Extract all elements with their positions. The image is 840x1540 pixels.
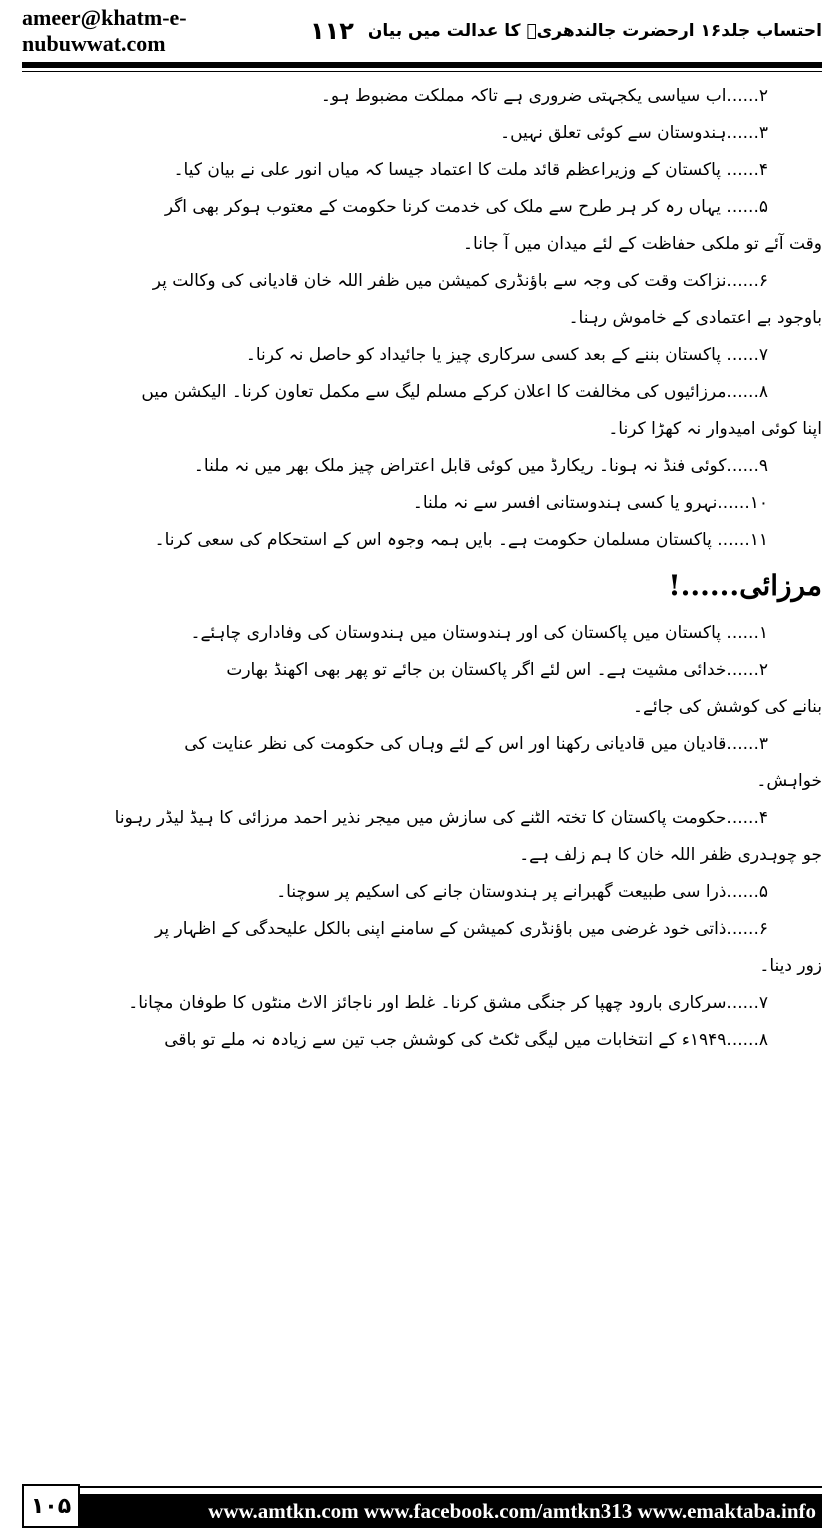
list-item-continuation: خواہش۔ <box>756 771 822 791</box>
header-title-group <box>310 17 822 45</box>
list-item-continuation: وقت آئے تو ملکی حفاظت کے لئے میدان میں آ جانا۔ <box>463 234 822 254</box>
list-item: ۳......ہندوستان سے کوئی تعلق نہیں۔ <box>500 123 768 143</box>
list-item: ۴......حکومت پاکستان کا تختہ الٹنے کی سازش میں میجر نذیر احمد مرزائی کا ہیڈ لیڈر رہونا <box>114 808 768 828</box>
list-item-continuation: بنانے کی کوشش کی جائے۔ <box>632 697 822 717</box>
list-item: ۳......قادیان میں قادیانی رکھنا اور اس کے لئے وہاں کی حکومت کی نظر عنایت کی <box>184 734 768 754</box>
footer-rule-thin <box>22 1486 822 1488</box>
list-item: ۶......نزاکت وقت کی وجہ سے باؤنڈری کمیشن میں ظفر اللہ خان قادیانی کی وکالت پر <box>152 271 768 291</box>
list-item: ۴...... پاکستان کے وزیراعظم قائد ملت کا اعتماد جیسا کہ میاں انور علی نے بیان کیا۔ <box>173 160 768 180</box>
footer-page-number: ۱۰۵ <box>22 1484 80 1528</box>
list-item: ۹......کوئی فنڈ نہ ہونا۔ ریکارڈ میں کوئی قابل اعتراض چیز ملک بھر میں نہ ملنا۔ <box>193 456 768 476</box>
list-item: ۱...... پاکستان میں پاکستان کی اور ہندوستان میں ہندوستان کی وفاداری چاہئے۔ <box>190 623 768 643</box>
header-rule-thin <box>22 71 822 72</box>
header-rule-thick <box>22 62 822 68</box>
list-item: ۲......خدائی مشیت ہے۔ اس لئے اگر پاکستان بن جائے تو پھر بھی اکھنڈ بھارت <box>226 660 768 680</box>
page-footer <box>22 1486 822 1530</box>
list-item-continuation: زور دینا۔ <box>759 956 822 976</box>
list-item: ۲......اب سیاسی یکجہتی ضروری ہے تاکہ مملکت مضبوط ہو۔ <box>320 86 768 106</box>
list-item: ۱۱...... پاکستان مسلمان حکومت ہے۔ بایں ہمہ وجوہ اس کے استحکام کی سعی کرنا۔ <box>154 530 768 550</box>
page-header <box>22 6 822 56</box>
footer-links[interactable]: www.amtkn.com www.facebook.com/amtkn313 www.emaktaba.info <box>208 1498 816 1523</box>
list-item: ۷......سرکاری بارود چھپا کر جنگی مشق کرنا۔ غلط اور ناجائز الاٹ منٹوں کا طوفان مچانا۔ <box>128 993 768 1013</box>
list-item: ۶......ذاتی خود غرضی میں باؤنڈری کمیشن کے سامنے اپنی بالکل علیحدگی کے اظہار پر <box>155 919 768 939</box>
list-item: ۷...... پاکستان بننے کے بعد کسی سرکاری چیز یا جائیداد کو حاصل نہ کرنا۔ <box>245 345 768 365</box>
list-item: ۵...... یہاں رہ کر ہر طرح سے ملک کی خدمت کرنا حکومت کے معتوب ہوکر بھی اگر <box>164 197 768 217</box>
list-item: ۸......۱۹۴۹ء کے انتخابات میں لیگی ٹکٹ کی کوشش جب تین سے زیادہ نہ ملے تو باقی <box>164 1030 768 1050</box>
list-item-continuation: جو چوہدری ظفر اللہ خان کا ہم زلف ہے۔ <box>519 845 822 865</box>
list-item: ۸......مرزائیوں کی مخالفت کا اعلان کرکے مسلم لیگ سے مکمل تعاون کرنا۔ الیکشن میں <box>141 382 768 402</box>
list-item: ۵......ذرا سی طبیعت گھبرانے پر ہندوستان جانے کی اسکیم پر سوچنا۔ <box>276 882 768 902</box>
list-item-continuation: اپنا کوئی امیدوار نہ کھڑا کرنا۔ <box>608 419 822 439</box>
header-title: احتساب جلد۱۶ ارحضرت جالندھریؒ کا عدالت میں بیان <box>367 21 822 41</box>
list-item-continuation: باوجود بے اعتمادی کے خاموش رہنا۔ <box>568 308 822 328</box>
list-item: ۱۰......نہرو یا کسی ہندوستانی افسر سے نہ ملنا۔ <box>412 493 768 513</box>
header-email: ameer@khatm-e-nubuwwat.com <box>22 5 187 56</box>
section-heading: مرزائی......! <box>668 569 822 602</box>
header-page-number: ۱۱۲ <box>309 17 354 45</box>
page-body <box>22 78 822 1458</box>
